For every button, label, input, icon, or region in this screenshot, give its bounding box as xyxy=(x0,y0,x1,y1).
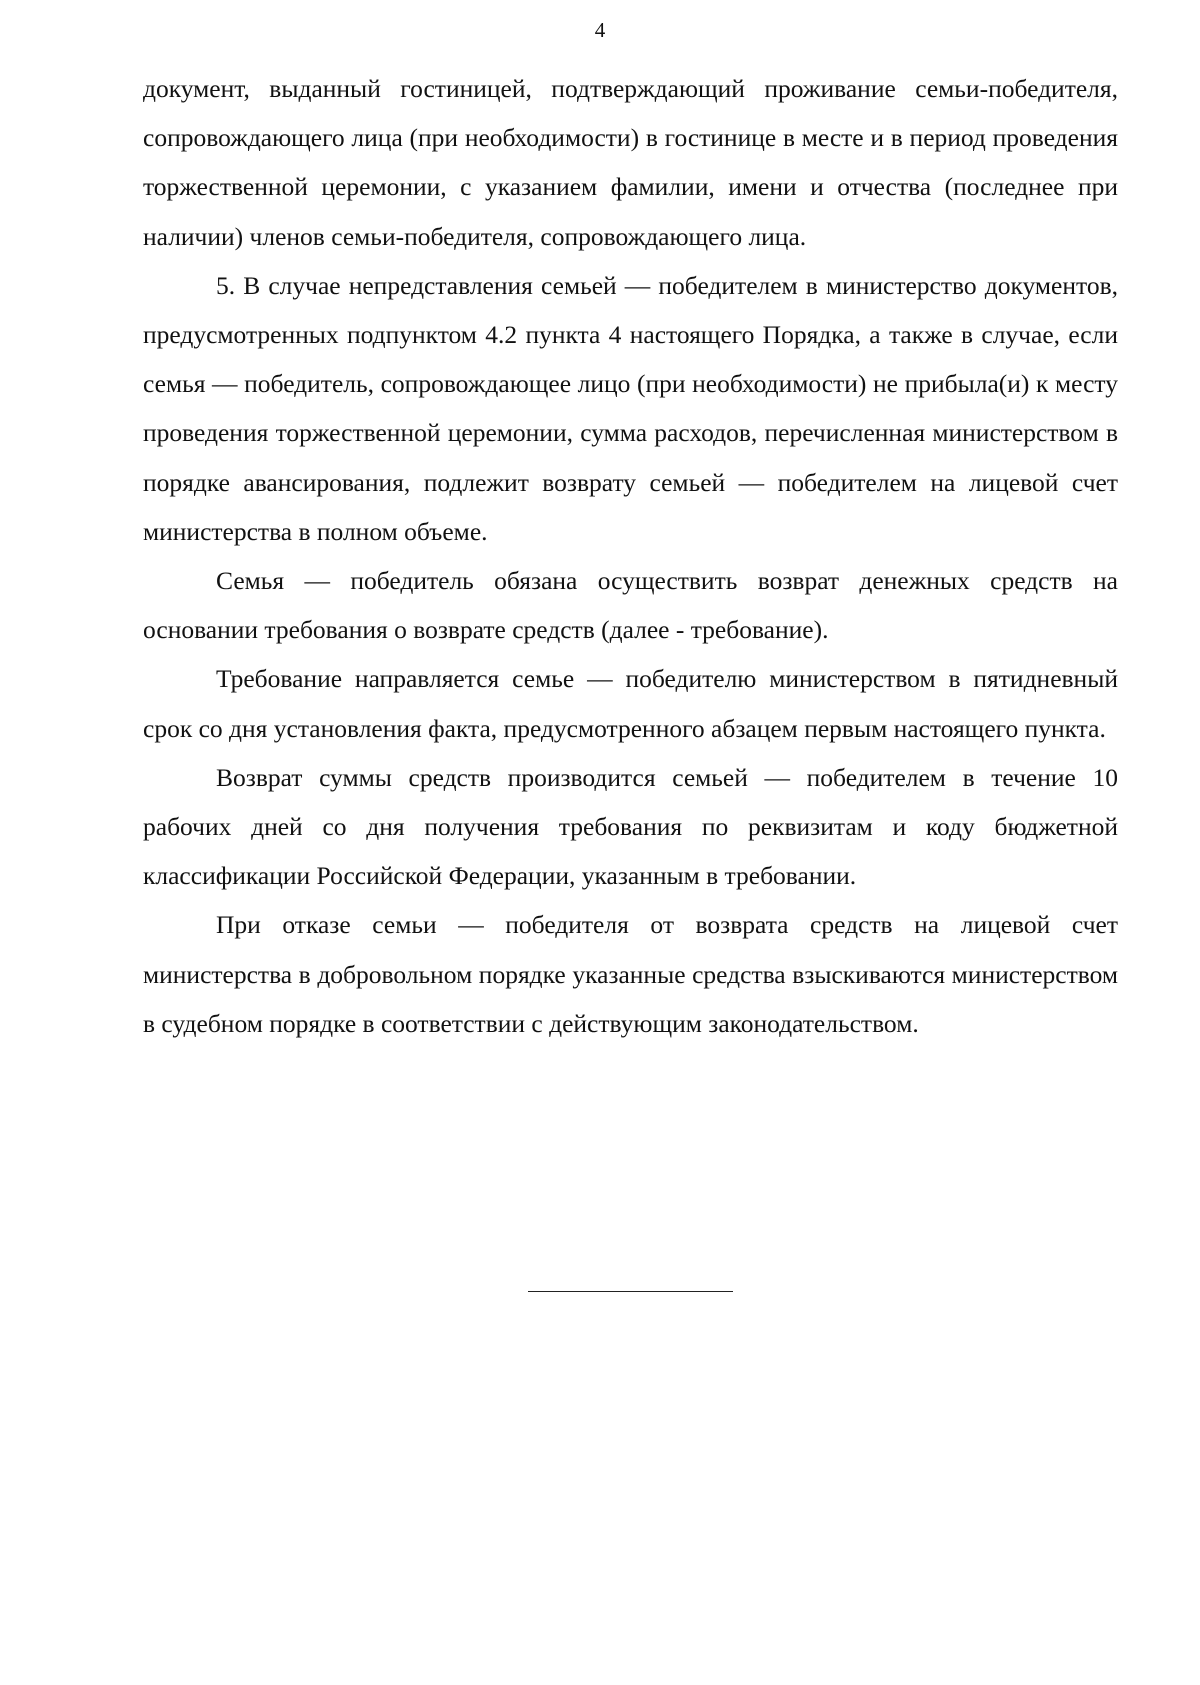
paragraph-item-5: 5. В случае непредставления семьей — победителем в министерство документов, предусмотренных подпунктом 4.2 пункта 4 настоящего Порядка, а также в случае, если семья — победитель, сопровождающее лицо (при необходимости) не прибыла(и) к месту проведения торжественной церемонии, сумма расходов, перечисленная министерством в порядке авансирования, подлежит возврату семьей — победителем на лицевой счет министерства в полном объеме. xyxy=(143,270,1118,546)
paragraph-requirement-sent: Требование направляется семье — победителю министерством в пятидневный срок со дня установления факта, предусмотренного абзацем первым настоящего пункта. xyxy=(143,664,1118,743)
paragraph-return-term: Возврат суммы средств производится семьей — победителем в течение 10 рабочих дней со дня получения требования по реквизитам и коду бюджетной классификации Российской Федерации, указанным в требовании. xyxy=(143,762,1118,891)
paragraph-return-obligation: Семья — победитель обязана осуществить возврат денежных средств на основании требования о возврате средств (далее - требование). xyxy=(143,566,1118,645)
document-body xyxy=(143,64,1118,1048)
paragraph-hotel-document: документ, выданный гостиницей, подтверждающий проживание семьи-победителя, сопровождающего лица (при необходимости) в гостинице в месте и в период проведения торжественной церемонии, с указанием фамилии, имени и отчества (последнее при наличии) членов семьи-победителя, сопровождающего лица. xyxy=(143,74,1118,251)
page-number: 4 xyxy=(594,18,606,42)
paragraph-refusal: При отказе семьи — победителя от возврата средств на лицевой счет министерства в добровольном порядке указанные средства взыскиваются министерством в судебном порядке в соответствии с действующим законодательством. xyxy=(143,910,1118,1038)
end-separator-line xyxy=(528,1291,733,1292)
